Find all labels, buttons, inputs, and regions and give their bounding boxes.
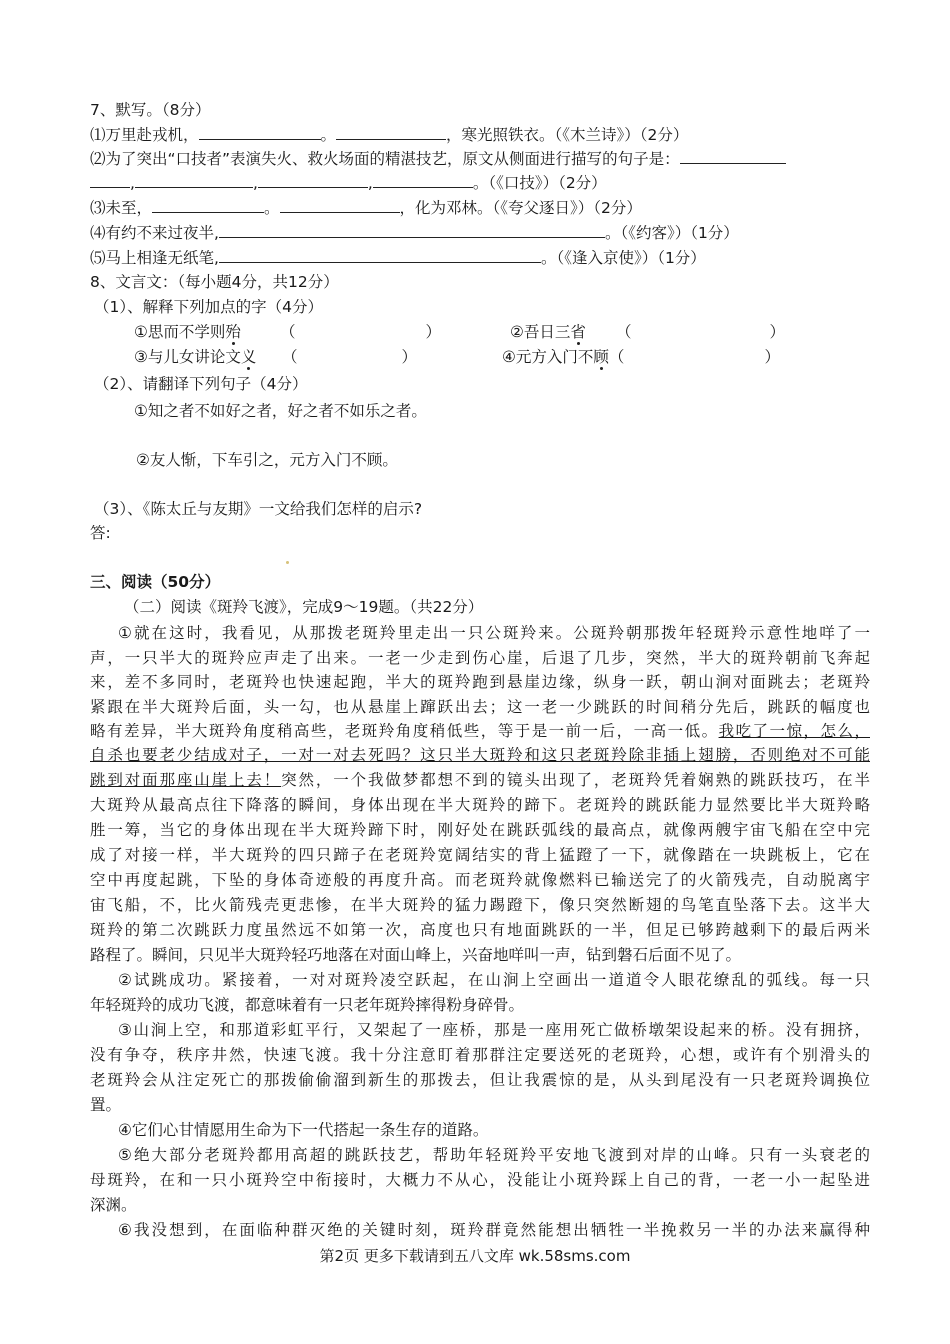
fill-blank[interactable]	[258, 170, 368, 188]
paragraph-5-line: 深渊。	[90, 1196, 137, 1214]
fill-blank[interactable]	[135, 170, 253, 188]
paragraph-6-line: ⑥我没想到，在面临种群灭绝的关键时刻，斑羚群竟然能想出牺牲一半挽救另一半的办法来赢得种	[118, 1221, 870, 1239]
q8-section-1: （1）、解释下列加点的字（4分）	[94, 298, 323, 316]
paragraph-2-line: 年轻斑羚的成功飞渡，都意味着有一只老年斑羚摔得粉身碎骨。	[90, 996, 525, 1014]
dotted-char: 顾	[593, 348, 609, 366]
fill-blank[interactable]	[680, 146, 786, 164]
q7-line-6: ⑸马上相逢无纸笔, 。（《逢入京使》）（1分）	[90, 245, 870, 270]
fill-blank[interactable]	[152, 195, 264, 213]
paragraph-1-line: 大斑羚从最高点往下降落的瞬间，身体出现在半大斑羚的蹄下。老斑羚的跳跃能力显然要比半大斑羚略	[90, 796, 870, 814]
q8-item-2-answer: （ ）	[616, 323, 786, 341]
q7-line-3: , , , 。（《口技》）（2分）	[90, 170, 870, 195]
q7-line-4: ⑶未至， 。 ，化为邓林。（《夸父逐日》）（2分）	[90, 195, 870, 220]
fill-blank[interactable]	[199, 122, 321, 140]
paragraph-1-line: 斑羚的第二次跳跃力度虽然远不如第一次，高度也只有地面跳跃的一半，但足已够跨越剩下的最后两米	[90, 921, 870, 939]
q8-translate-1: ①知之者不如好之者，好之者不如乐之者。	[134, 402, 427, 420]
paragraph-3-line: 没有争夺，秩序井然，快速飞渡。我十分注意盯着那群注定要送死的老斑羚，心想，或许有个别滑头的	[90, 1046, 870, 1064]
q8-item-3: ③与儿女讲论文义	[134, 348, 257, 366]
paragraph-1-line: 空中再度起跳，下坠的身体奇迹般的再度升高。而老斑羚就像燃料已输送完了的火箭残壳，自动脱离宇	[90, 871, 870, 889]
fill-blank[interactable]	[219, 220, 605, 238]
paragraph-1-line: 跳到对面那座山崖上去！突然，一个我做梦都想不到的镜头出现了，老斑羚凭着娴熟的跳跃技巧，在半	[90, 771, 870, 789]
q7-title: 7、默写。（8分）	[90, 101, 211, 119]
q8-item-2: ②吾日三省	[510, 323, 586, 341]
q8-item-3-answer: （ ）	[282, 348, 418, 366]
underlined-passage: 跳到对面那座山崖上去！	[90, 771, 282, 789]
q7-line-2: ⑵为了突出“口技者”表演失火、救火场面的精湛技艺，原文从侧面进行描写的句子是：	[90, 146, 870, 171]
paragraph-3-line: 置。	[90, 1096, 122, 1114]
fill-blank[interactable]	[373, 170, 473, 188]
fill-blank[interactable]	[90, 170, 130, 188]
dotted-char: 义	[240, 348, 257, 366]
paragraph-3-line: ③山涧上空，和那道彩虹平行，又架起了一座桥，那是一座用死亡做桥墩架设起来的桥。没有拥挤，	[118, 1021, 870, 1039]
paragraph-5-line: ⑤绝大部分老斑羚都用高超的跳跃技艺，帮助年轻斑羚平安地飞渡到对岸的山峰。只有一头衰老的	[118, 1146, 870, 1164]
dotted-char: 殆	[225, 323, 241, 341]
paragraph-1-line: 紧跟在半大斑羚后面，头一勾，也从悬崖上蹿跃出去；这一老一少跳跃的时间稍分先后，跳跃的幅度也	[90, 698, 870, 716]
underlined-passage: 自杀也要老少结成对子，一对一对去死吗？这只半大斑羚和这只老斑羚除非插上翅膀，否则绝对不可能	[90, 746, 870, 764]
paragraph-1-line: 来，差不多同时，老斑羚也快速起跑，半大的斑羚跑到悬崖边缘，纵身一跃，朝山涧对面跳去；老斑羚	[90, 673, 870, 691]
paragraph-1-line: 略有差异，半大斑羚角度稍高些，老斑羚角度稍低些，等于是一前一后，一高一低。我吃了一惊，怎么，	[90, 722, 870, 740]
paragraph-4-line: ④它们心甘情愿用生命为下一代搭起一条生存的道路。	[118, 1121, 489, 1139]
paragraph-1-line: ①就在这时，我看见，从那拨老斑羚里走出一只公斑羚来。公斑羚朝那拨年轻斑羚示意性地咩了一	[118, 624, 870, 642]
reading-heading: 三、阅读（50分）	[90, 573, 221, 591]
q8-translate-2: ②友人惭，下车引之，元方入门不顾。	[136, 451, 398, 469]
q7-line-5: ⑷有约不来过夜半, 。（《约客》）（1分）	[90, 220, 870, 245]
q8-item-4: ④元方入门不顾（ ）	[502, 348, 780, 366]
paragraph-5-line: 母斑羚，在和一只小斑羚空中衔接时，大概力不从心，没能让小斑羚踩上自己的背，一老一小一起坠进	[90, 1171, 870, 1189]
paragraph-1-line: 成了对接一样，半大斑羚的四只蹄子在老斑羚宽阔结实的背上猛蹬了一下，就像踏在一块跳板上，它在	[90, 846, 870, 864]
paragraph-1-line: 声，一只半大的斑羚应声走了出来。一老一少走到伤心崖，后退了几步，突然，半大的斑羚朝前飞奔起	[90, 649, 870, 667]
q8-item-1-answer: （ ）	[280, 323, 442, 341]
dotted-char: 省	[570, 323, 586, 341]
q7-line-1: ⑴万里赴戎机， 。 ，寒光照铁衣。（《木兰诗》）（2分）	[90, 122, 870, 147]
q8-answer-label: 答:	[90, 524, 111, 542]
q8-item-1: ①思而不学则殆	[134, 323, 241, 341]
scan-speck	[286, 561, 289, 564]
q8-title: 8、文言文：（每小题4分，共12分）	[90, 273, 339, 291]
fill-blank[interactable]	[219, 245, 541, 263]
q8-section-3: （3）、《陈太丘与友期》一文给我们怎样的启示?	[94, 500, 423, 518]
paragraph-1-line: 宙飞船，不，比火箭残壳更悲惨，在半大斑羚的猛力踢蹬下，像只突然断翅的鸟笔直坠落下去。这半大	[90, 896, 870, 914]
q8-section-2: （2）、请翻译下列句子（4分）	[94, 375, 308, 393]
reading-subheading: （二）阅读《斑羚飞渡》，完成9～19题。（共22分）	[124, 598, 484, 616]
paragraph-2-line: ②试跳成功。紧接着，一对对斑羚凌空跃起，在山涧上空画出一道道令人眼花缭乱的弧线。每一只	[118, 971, 870, 989]
fill-blank[interactable]	[280, 195, 400, 213]
underlined-passage: 我吃了一惊，怎么，	[718, 722, 870, 740]
paragraph-3-line: 老斑羚会从注定死亡的那拨偷偷溜到新生的那拨去，但让我震惊的是，从头到尾没有一只老斑羚调换位	[90, 1071, 870, 1089]
paragraph-1-line: 路程了。瞬间，只见半大斑羚轻巧地落在对面山峰上，兴奋地咩叫一声，钻到磐石后面不见了。	[90, 946, 742, 964]
paragraph-1-line: 胜一筹，当它的身体出现在半大斑羚蹄下时，刚好处在跳跃弧线的最高点，就像两艘宇宙飞船在空中完	[90, 821, 870, 839]
fill-blank[interactable]	[336, 122, 446, 140]
page-footer: 第2页 更多下载请到五八文库 wk.58sms.com	[319, 1247, 631, 1265]
